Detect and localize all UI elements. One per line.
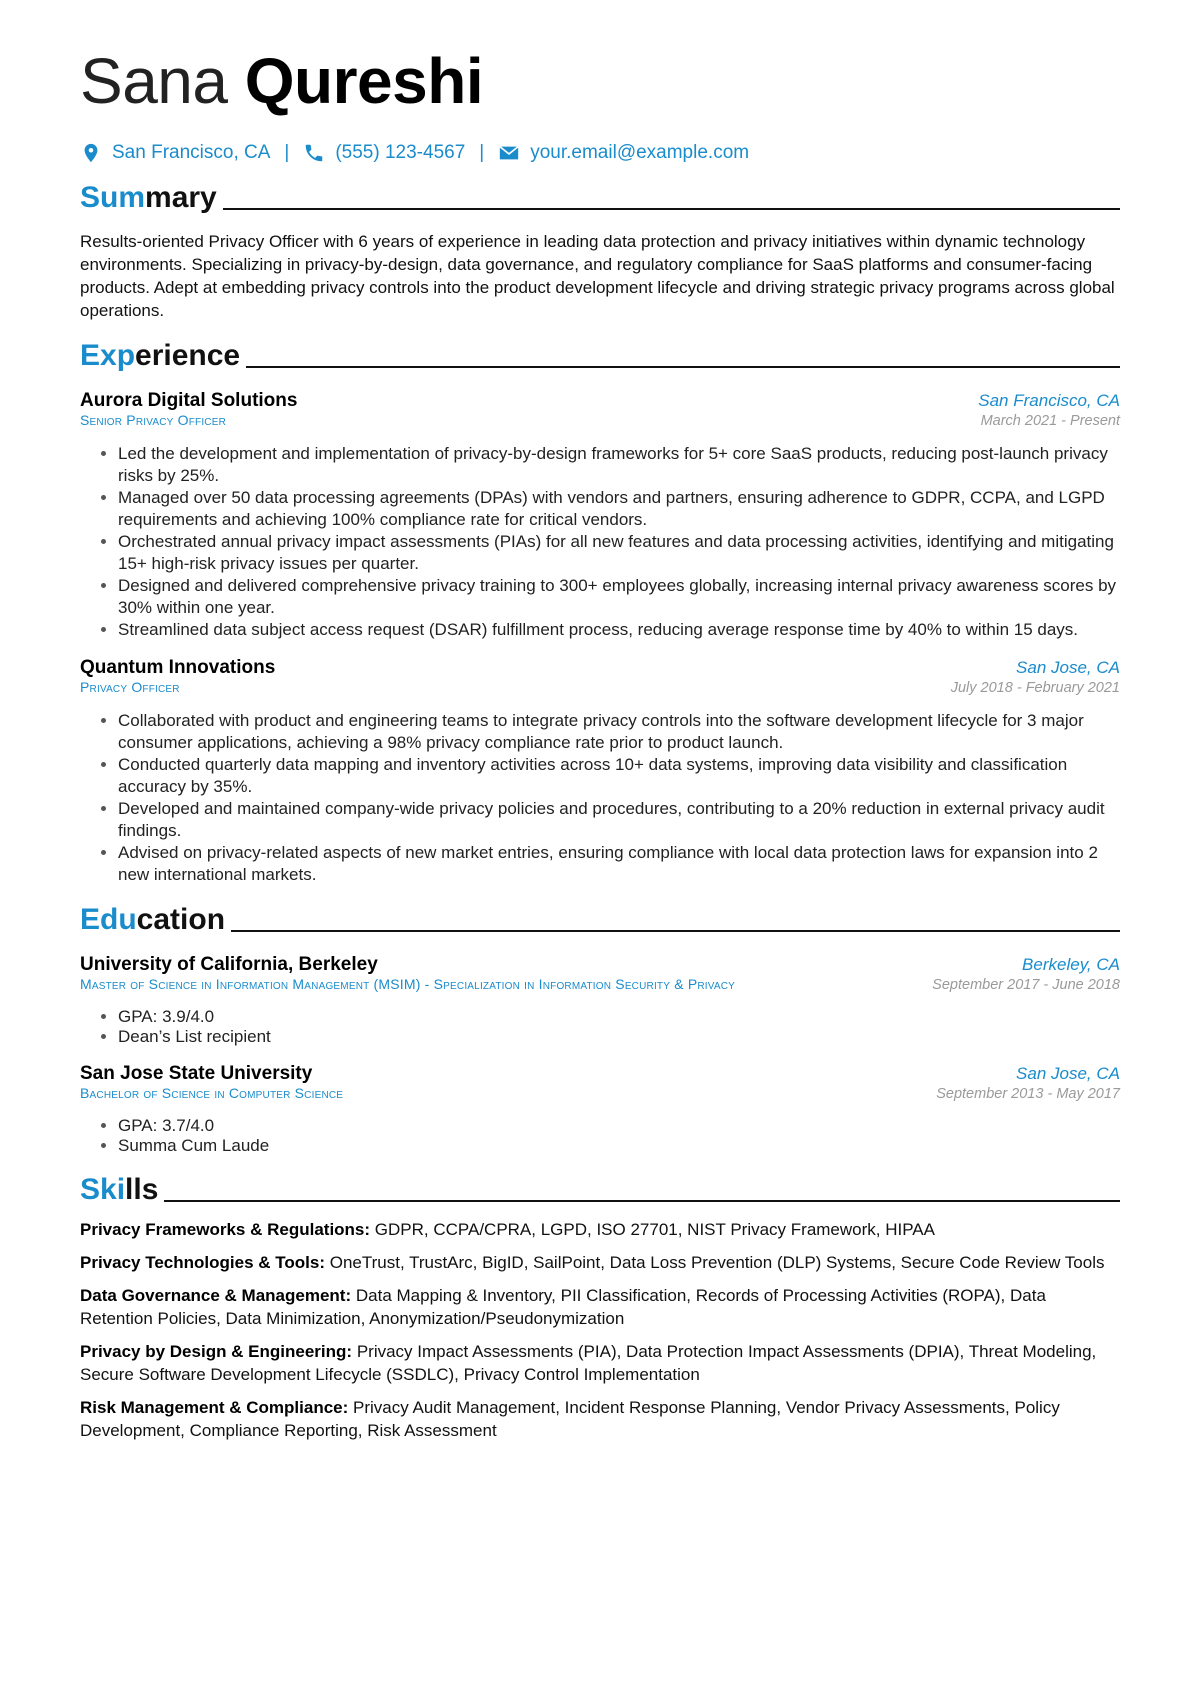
envelope-icon bbox=[498, 142, 520, 164]
skills-heading bbox=[80, 1172, 1120, 1208]
skill-value: Privacy Impact Assessments (PIA), Data Protection Impact Assessments (DPIA), Threat Modeling, Secure Software Development Lifecycle (SSDLC), Privacy Control Implementation bbox=[80, 1342, 1097, 1384]
location-text: San Francisco, CA bbox=[112, 142, 271, 163]
bullet-item: • Designed and delivered comprehensive privacy training to 300+ employees globally, increasing internal privacy awareness scores by 30% within one year. bbox=[118, 575, 1120, 619]
bullet-item: • Developed and maintained company-wide privacy policies and procedures, contributing to a 20% reduction in external privacy audit findings. bbox=[118, 798, 1120, 842]
contact-location bbox=[80, 142, 270, 164]
education-bullets bbox=[80, 1116, 1120, 1156]
job-bullets bbox=[80, 443, 1120, 641]
education-heading-accent: Edu bbox=[80, 903, 137, 936]
education-entry bbox=[80, 954, 1120, 1047]
company-name: Aurora Digital Solutions bbox=[80, 390, 298, 411]
company-name: Quantum Innovations bbox=[80, 657, 276, 678]
bullet-item: • Summa Cum Laude bbox=[118, 1136, 1120, 1156]
job-dates: March 2021 - Present bbox=[980, 413, 1120, 429]
skill-value: Privacy Audit Management, Incident Response Planning, Vendor Privacy Assessments, Policy Development, Compliance Reporting, Risk Assessment bbox=[80, 1398, 1060, 1440]
map-marker-icon bbox=[80, 142, 102, 164]
experience-heading bbox=[80, 338, 1120, 374]
degree: Bachelor of Science in Computer Science bbox=[80, 1085, 344, 1101]
candidate-name bbox=[80, 42, 1120, 120]
skill-label: Risk Management & Compliance: bbox=[80, 1398, 349, 1417]
contact-phone[interactable] bbox=[303, 142, 465, 164]
school-dates: September 2017 - June 2018 bbox=[932, 977, 1120, 993]
skill-row bbox=[80, 1284, 1120, 1330]
skills-heading-accent: Ski bbox=[80, 1173, 126, 1206]
bullet-item: • Managed over 50 data processing agreements (DPAs) with vendors and partners, ensuring adherence to GDPR, CCPA, and LGPD requirements and achieving 100% compliance rate for critical vendors. bbox=[118, 487, 1120, 531]
section-rule bbox=[231, 930, 1120, 932]
summary-heading-accent: Sum bbox=[80, 181, 146, 214]
job-entry bbox=[80, 657, 1120, 886]
phone-text: (555) 123-4567 bbox=[335, 142, 466, 163]
education-entry bbox=[80, 1063, 1120, 1156]
education-heading-rest: cation bbox=[136, 903, 226, 936]
degree: Master of Science in Information Management (MSIM) - Specialization in Information Security & Privacy bbox=[80, 976, 736, 992]
skill-row bbox=[80, 1218, 1120, 1241]
bullet-item: • Orchestrated annual privacy impact assessments (PIAs) for all new features and data processing activities, identifying and mitigating 15+ high-risk privacy issues per quarter. bbox=[118, 531, 1120, 575]
section-rule bbox=[223, 208, 1120, 210]
job-location: San Jose, CA bbox=[1016, 658, 1120, 677]
contact-separator: | bbox=[284, 142, 290, 163]
summary-text: Results-oriented Privacy Officer with 6 years of experience in leading data protection and privacy initiatives within dynamic technology environments. Specializing in privacy-by-design, data governance, and regulatory compliance for SaaS platforms and consumer-facing products. Adept at embedding privacy controls into the product development lifecycle and driving strategic privacy programs across global operations. bbox=[80, 232, 1115, 320]
education-heading bbox=[80, 902, 1120, 938]
skills-heading-rest: lls bbox=[125, 1173, 159, 1206]
bullet-item: • Streamlined data subject access request (DSAR) fulfillment process, reducing average response time by 40% to within 15 days. bbox=[118, 619, 1120, 641]
job-bullets bbox=[80, 710, 1120, 886]
school-location: San Jose, CA bbox=[1016, 1064, 1120, 1083]
job-title: Senior Privacy Officer bbox=[80, 412, 227, 428]
bullet-item: • Collaborated with product and engineering teams to integrate privacy controls into the software development lifecycle for 3 major consumer applications, achieving a 98% privacy compliance rate prior to product launch. bbox=[118, 710, 1120, 754]
summary-heading bbox=[80, 180, 1120, 216]
skill-label: Privacy Technologies & Tools: bbox=[80, 1253, 325, 1272]
skill-row bbox=[80, 1340, 1120, 1386]
phone-icon bbox=[303, 142, 325, 164]
contact-separator: | bbox=[479, 142, 485, 163]
skill-value: Data Mapping & Inventory, PII Classification, Records of Processing Activities (ROPA), Data Retention Policies, Data Minimization, Anonymization/Pseudonymization bbox=[80, 1286, 1046, 1328]
skill-label: Data Governance & Management: bbox=[80, 1286, 352, 1305]
contact-bar bbox=[80, 142, 1120, 164]
experience-heading-rest: erience bbox=[135, 339, 241, 372]
skill-row bbox=[80, 1396, 1120, 1442]
bullet-item: • Dean’s List recipient bbox=[118, 1027, 1120, 1047]
job-title: Privacy Officer bbox=[80, 679, 180, 695]
first-name: Sana bbox=[80, 45, 228, 117]
bullet-item: • Led the development and implementation of privacy-by-design frameworks for 5+ core SaaS products, reducing post-launch privacy risks by 25%. bbox=[118, 443, 1120, 487]
bullet-item: • GPA: 3.7/4.0 bbox=[118, 1116, 1120, 1136]
bullet-item: • Advised on privacy-related aspects of new market entries, ensuring compliance with local data protection laws for expansion into 2 new international markets. bbox=[118, 842, 1120, 886]
email-link: your.email@example.com bbox=[530, 142, 750, 163]
skill-label: Privacy by Design & Engineering: bbox=[80, 1342, 353, 1361]
section-rule bbox=[246, 366, 1120, 368]
bullet-item: • GPA: 3.9/4.0 bbox=[118, 1007, 1120, 1027]
job-entry bbox=[80, 390, 1120, 641]
school-dates: September 2013 - May 2017 bbox=[936, 1086, 1120, 1102]
job-location: San Francisco, CA bbox=[978, 391, 1120, 410]
experience-heading-accent: Exp bbox=[80, 339, 136, 372]
skill-label: Privacy Frameworks & Regulations: bbox=[80, 1220, 371, 1239]
last-name: Qureshi bbox=[244, 45, 484, 117]
skill-value: GDPR, CCPA/CPRA, LGPD, ISO 27701, NIST Privacy Framework, HIPAA bbox=[374, 1220, 935, 1239]
school-location: Berkeley, CA bbox=[1022, 955, 1120, 974]
section-rule bbox=[164, 1200, 1120, 1202]
school-name: San Jose State University bbox=[80, 1063, 313, 1084]
job-dates: July 2018 - February 2021 bbox=[950, 680, 1120, 696]
bullet-item: • Conducted quarterly data mapping and inventory activities across 10+ data systems, improving data visibility and classification accuracy by 35%. bbox=[118, 754, 1120, 798]
skill-row bbox=[80, 1251, 1120, 1274]
contact-email[interactable] bbox=[498, 142, 749, 164]
summary-heading-rest: mary bbox=[145, 181, 217, 214]
skill-value: OneTrust, TrustArc, BigID, SailPoint, Data Loss Prevention (DLP) Systems, Secure Code Review Tools bbox=[329, 1253, 1105, 1272]
school-name: University of California, Berkeley bbox=[80, 954, 378, 975]
education-bullets bbox=[80, 1007, 1120, 1047]
